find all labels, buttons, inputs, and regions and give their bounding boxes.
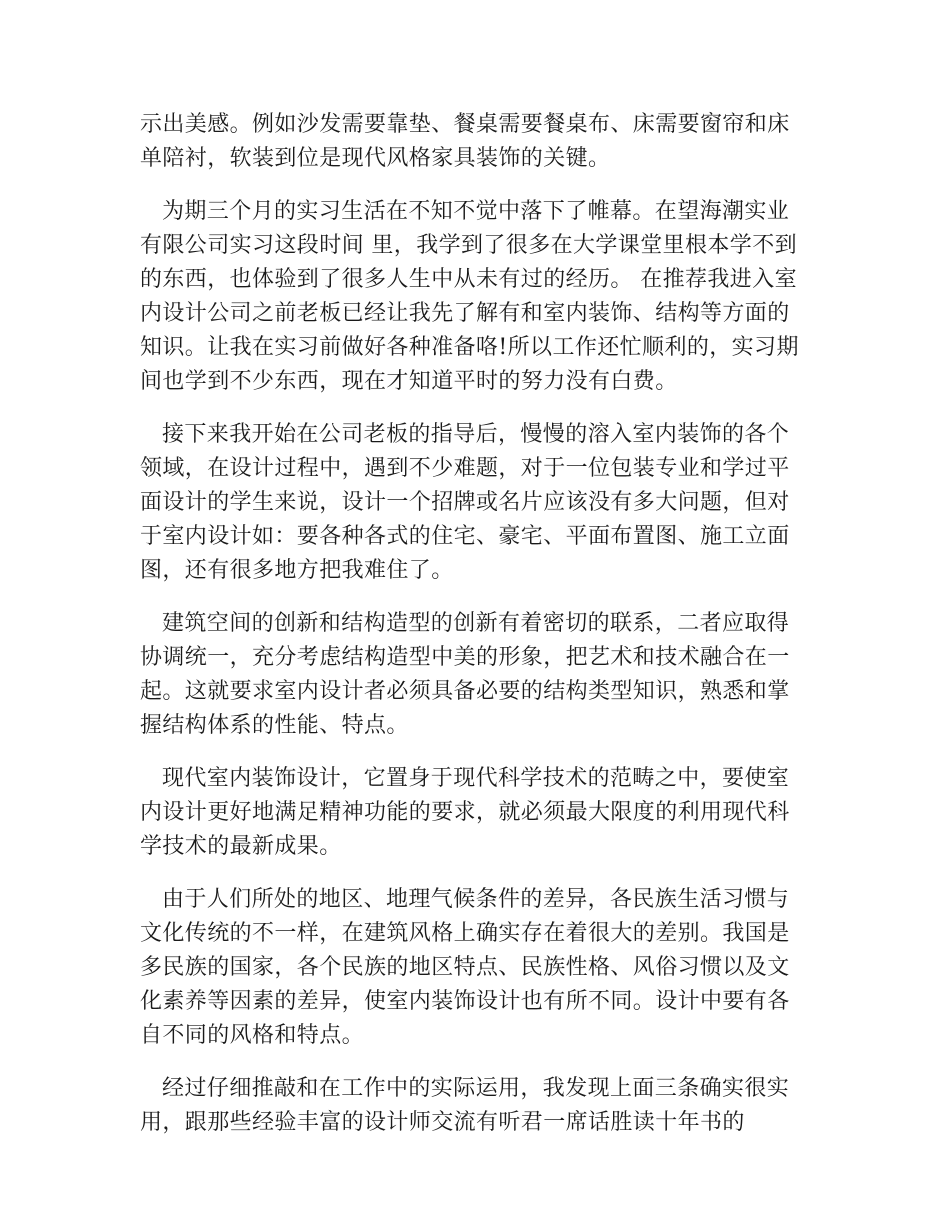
document-body bbox=[140, 108, 810, 1159]
paragraph-2: 为期三个月的实习生活在不知不觉中落下了帷幕。在望海潮实业有限公司实习这段时间 里，我学到了很多在大学课堂里根本学不到的东西，也体验到了很多人生中从未有过的经历。 在推荐我进入室内设计公司之前老板已经让我先了解有和室内装饰、结构等方面的知识。让我在实习前做好各种准备咯!所以工作还忙顺利的，实习期间也学到不少东西，现在才知道平时的努力没有白费。 bbox=[140, 199, 799, 394]
paragraph-7: 经过仔细推敲和在工作中的实际运用，我发现上面三条确实很实用，跟那些经验丰富的设计师交流有听君一席话胜读十年书的 bbox=[140, 1076, 790, 1135]
paragraph-5: 现代室内装饰设计，它置身于现代科学技术的范畴之中，要使室内设计更好地满足精神功能的要求，就必须最大限度的利用现代科学技术的最新成果。 bbox=[140, 766, 790, 859]
paragraph-6: 由于人们所处的地区、地理气候条件的差异，各民族生活习惯与文化传统的不一样，在建筑风格上确实存在着很大的差别。我国是多民族的国家，各个民族的地区特点、民族性格、风俗习惯以及文化素养等因素的差异，使室内装饰设计也有所不同。设计中要有各自不同的风格和特点。 bbox=[140, 887, 790, 1048]
paragraph-4: 建筑空间的创新和结构造型的创新有着密切的联系，二者应取得协调统一，充分考虑结构造型中美的形象，把艺术和技术融合在一起。这就要求室内设计者必须具备必要的结构类型知识，熟悉和掌握结构体系的性能、特点。 bbox=[140, 611, 790, 738]
paragraph-1: 示出美感。例如沙发需要靠垫、餐桌需要餐桌布、床需要窗帘和床单陪衬，软装到位是现代风格家具装饰的关键。 bbox=[140, 112, 790, 171]
paragraph-3: 接下来我开始在公司老板的指导后，慢慢的溶入室内装饰的各个领域，在设计过程中，遇到不少难题，对于一位包装专业和学过平面设计的学生来说，设计一个招牌或名片应该没有多大问题，但对于室内设计如：要各种各式的住宅、豪宅、平面布置图、施工立面图，还有很多地方把我难住了。 bbox=[140, 422, 790, 583]
